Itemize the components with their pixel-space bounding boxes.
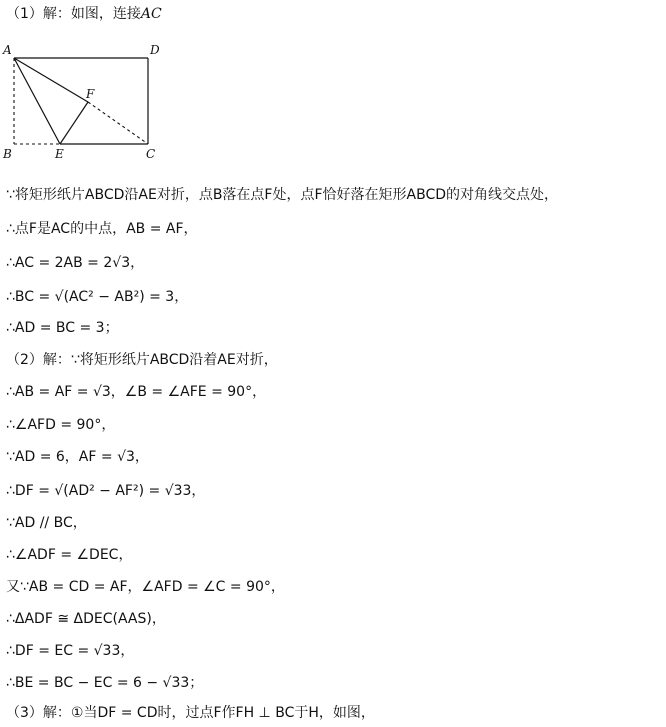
rectangle-figure xyxy=(0,40,175,165)
part1-title-text: （1）解：如图，连接 xyxy=(6,6,141,22)
segment-ef xyxy=(60,102,88,144)
part1-title-math: AC xyxy=(140,6,162,22)
label-b: B xyxy=(3,147,12,161)
line-14: ∴ΔADF ≅ ΔDEC(AAS)， xyxy=(6,611,166,627)
line-9: ∵AD = 6，AF = √3， xyxy=(6,449,149,465)
line-3: ∴AC = 2AB = 2√3， xyxy=(6,255,145,271)
segment-fc-dashed xyxy=(88,102,148,144)
label-c: C xyxy=(146,147,156,161)
label-e: E xyxy=(55,147,64,161)
label-f: F xyxy=(86,87,95,101)
line-11: ∵AD // BC， xyxy=(6,515,87,531)
line-2: ∴点F是AC的中点，AB = AF， xyxy=(6,221,198,237)
line-13: 又∵AB = CD = AF，∠AFD = ∠C = 90°， xyxy=(6,579,285,595)
part1-title xyxy=(6,4,162,26)
line-5: ∴AD = BC = 3； xyxy=(6,320,119,336)
line-15: ∴DF = EC = √33， xyxy=(6,643,135,659)
line-6: （2）解：∵将矩形纸片ABCD沿着AE对折， xyxy=(6,352,278,368)
line-7: ∴AB = AF = √3，∠B = ∠AFE = 90°， xyxy=(6,384,267,400)
line-10: ∴DF = √(AD² − AF²) = √33， xyxy=(6,483,206,499)
line-4: ∴BC = √(AC² − AB²) = 3， xyxy=(6,289,189,305)
line-16: ∴BE = BC − EC = 6 − √33； xyxy=(6,675,204,691)
segment-ae xyxy=(14,58,60,144)
label-d: D xyxy=(150,43,160,57)
line-12: ∴∠ADF = ∠DEC， xyxy=(6,547,133,563)
line-1: ∵将矩形纸片ABCD沿AE对折，点B落在点F处，点F恰好落在矩形ABCD的对角线交点处， xyxy=(6,187,559,203)
label-a: A xyxy=(3,43,12,57)
line-17: （3）解：①当DF = CD时，过点F作FH ⊥ BC于H，如图， xyxy=(6,705,375,721)
line-8: ∴∠AFD = 90°， xyxy=(6,417,116,433)
